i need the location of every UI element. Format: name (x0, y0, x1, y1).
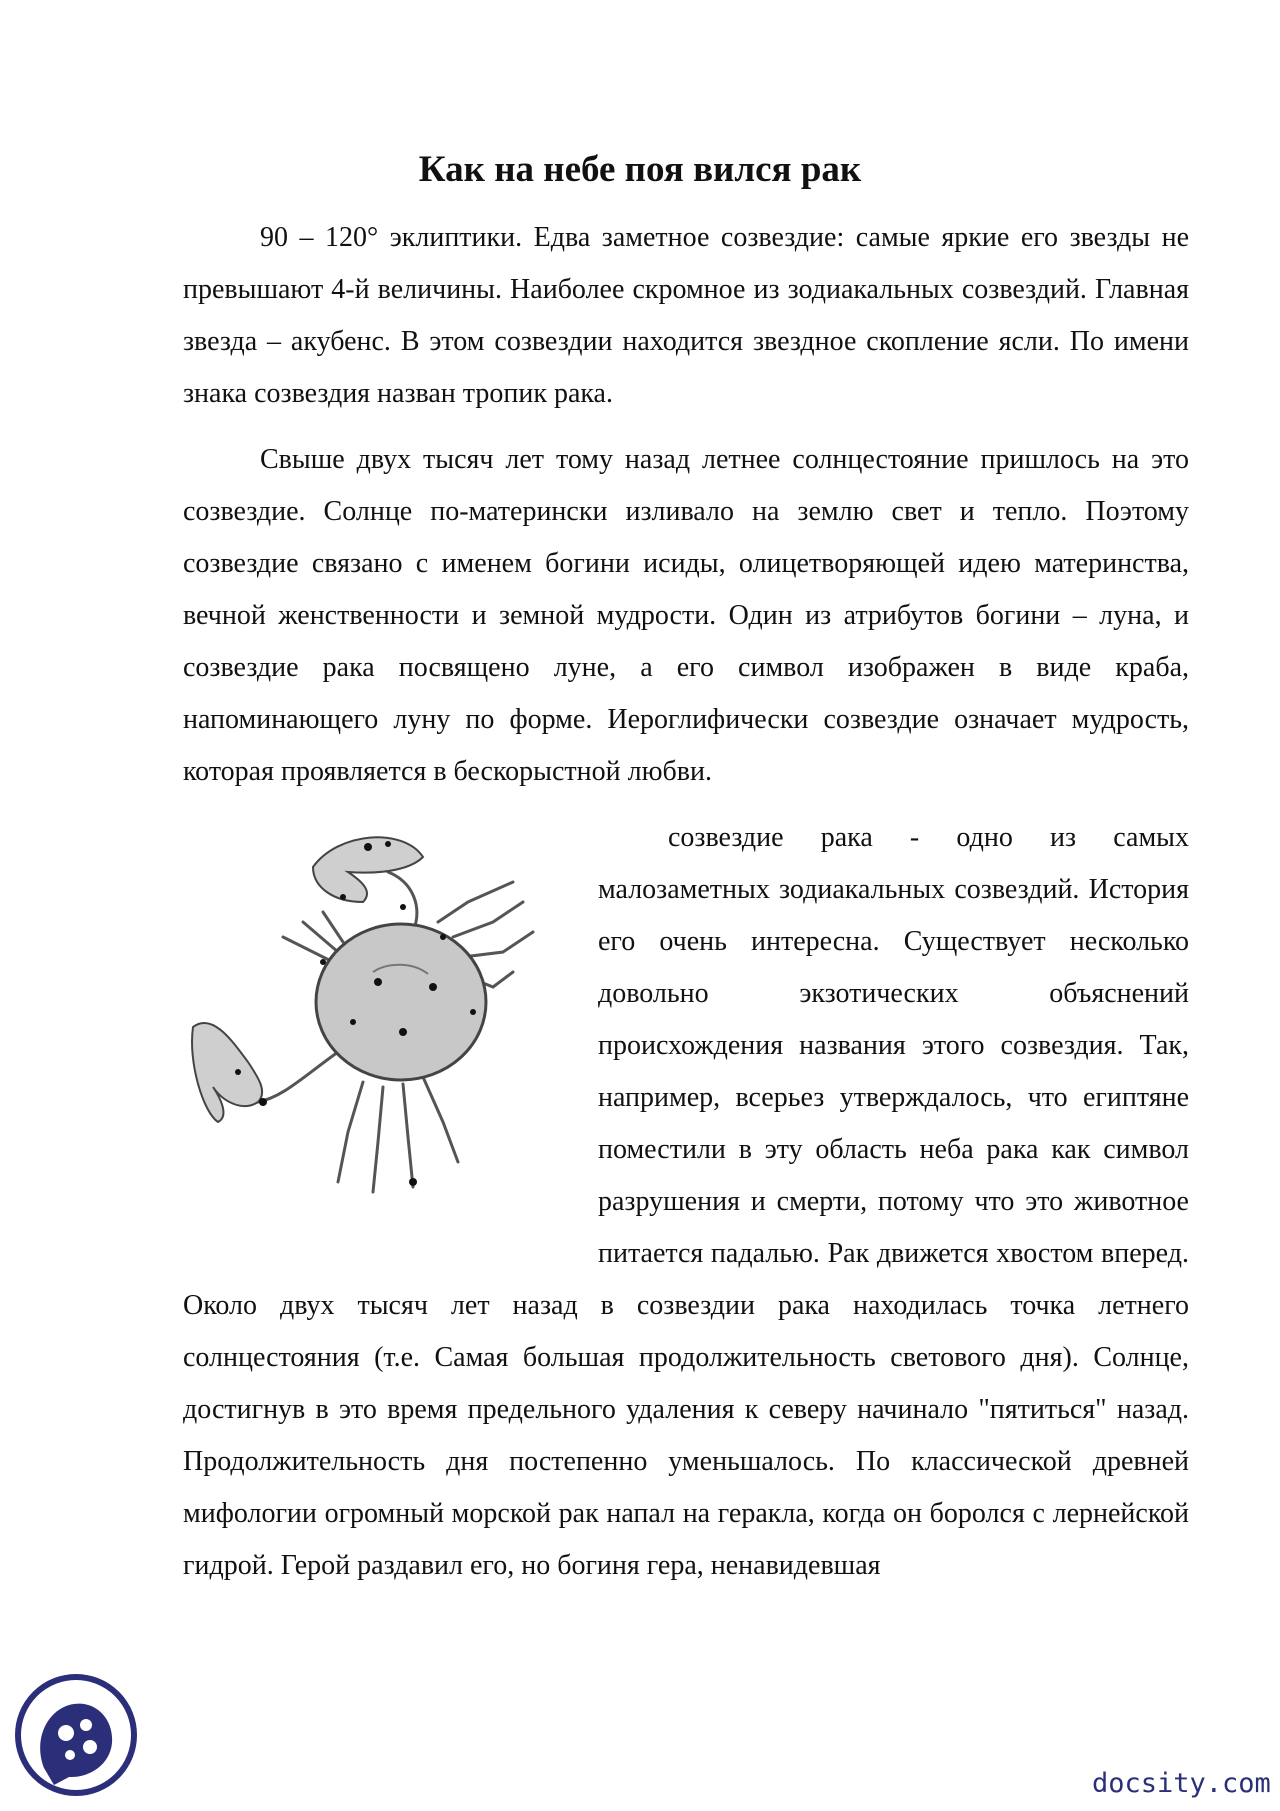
page-title: Как на небе поя вился рак (418, 149, 862, 190)
paragraph-2: Свыше двух тысяч лет тому назад летнее солнцестояние пришлось на это созвездие. Солнце по-матерински изливало на землю свет и тепло. Поэтому созвездие связано с именем богини исиды, олицетворяющей идею материнства, вечной женственности и земной мудрости. Один из атрибутов богини – луна, и созвездие рака посвящено луне, а его символ изображен в виде краба, напоминающего луну по форме. Иероглифически созвездие означает мудрость, которая проявляется в бескорыстной любви. (183, 444, 1189, 787)
document-body (183, 212, 1189, 1606)
paragraph-1: 90 – 120° эклиптики. Едва заметное созвездие: самые яркие его звезды не превышают 4-й величины. Наиболее скромное из зодиакальных созвездий. Главная звезда – акубенс. В этом созвездии находится звездное скопление ясли. По имени знака созвездия назван тропик рака. (183, 222, 1189, 409)
paragraph-3: созвездие рака - одно из самых малозаметных зодиакальных созвездий. История его очень интересна. Существует несколько довольно экзотических объяснений происхождения названия этого созвездия. Так, например, всерьез утверждалось, что египтяне поместили в эту область неба рака как символ разрушения и смерти, потому что это животное питается падалью. Рак движется хвостом вперед. Около двух тысяч лет назад в созвездии рака находилась точка летнего солнцестояния (т.е. Самая большая продолжительность светового дня). Солнце, достигнув в это время предельного удаления к северу начинало "пятиться" назад. Продолжительность дня постепенно уменьшалось. По классической древней мифологии огромный морской рак напал на геракла, когда он боролся с лернейской гидрой. Герой раздавил его, но богиня гера, ненавидевшая (183, 822, 1189, 1581)
crab-illustration (173, 812, 588, 1242)
docsity-wordmark[interactable]: docsity.com (1092, 1768, 1271, 1799)
docsity-logo-icon[interactable] (14, 1673, 139, 1798)
crab-constellation-illustration-icon (173, 812, 588, 1242)
